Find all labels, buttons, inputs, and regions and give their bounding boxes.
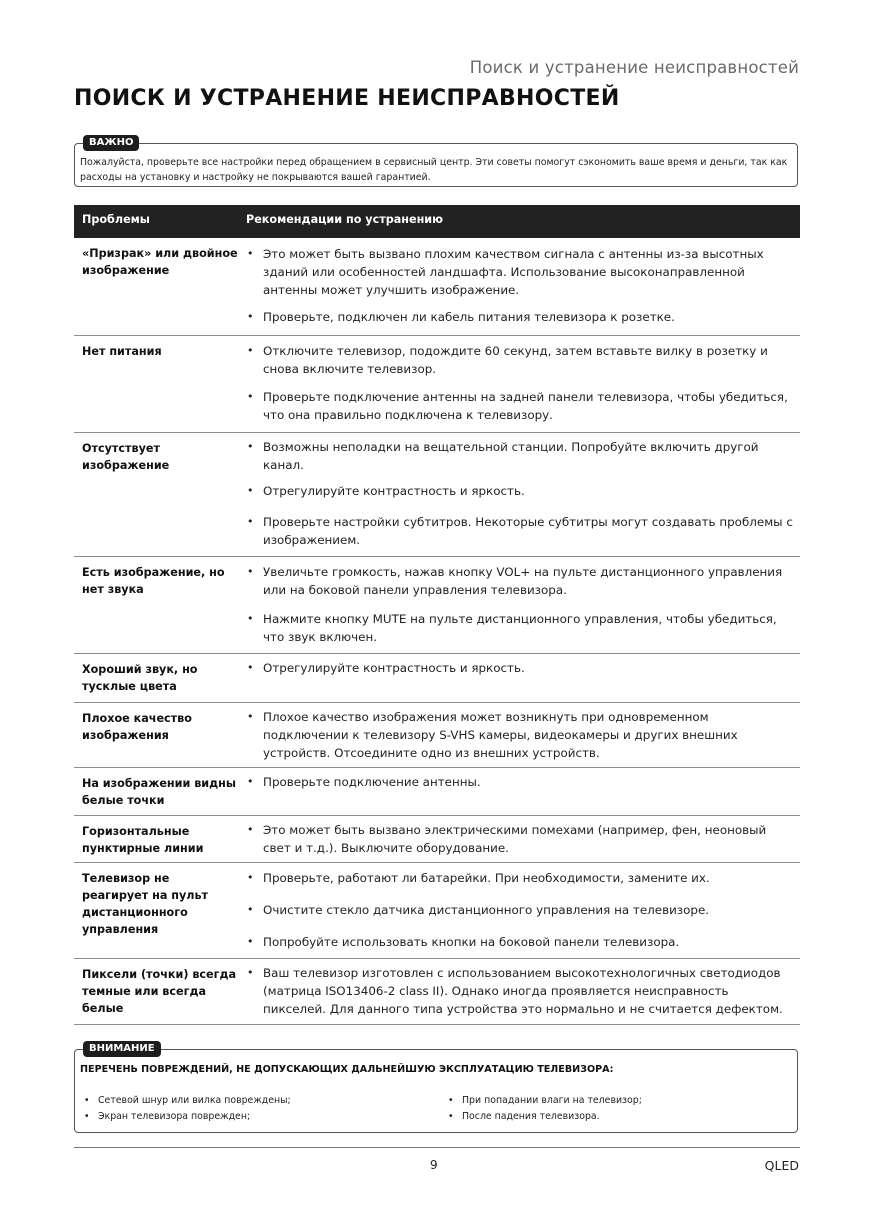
- bullet-icon: •: [247, 823, 254, 836]
- bullet-icon: •: [247, 710, 254, 723]
- bullet-icon: •: [247, 871, 254, 884]
- problem-cell: Плохое качество изображения: [82, 712, 192, 742]
- tip-text: Проверьте, работают ли батарейки. При необходимости, замените их.: [263, 871, 710, 885]
- tip-item: [247, 708, 795, 762]
- tip-item: [247, 308, 795, 326]
- table-row: [74, 703, 800, 768]
- tip-text: Это может быть вызвано электрическими помехами (например, фен, неоновый свет и т.д.). Выключите оборудование.: [263, 823, 767, 855]
- tip-item: [247, 438, 795, 474]
- page-number: 9: [430, 1158, 438, 1172]
- bullet-icon: •: [247, 247, 254, 260]
- table-row: [74, 959, 800, 1025]
- table-header: [74, 205, 800, 238]
- table-row: [74, 768, 800, 816]
- problem-cell: Отсутствует изображение: [82, 442, 170, 472]
- tip-item: [247, 901, 795, 919]
- tip-text: Очистите стекло датчика дистанционного управления на телевизоре.: [263, 903, 710, 917]
- bullet-icon: •: [247, 903, 254, 916]
- tip-text: Отрегулируйте контрастность и яркость.: [263, 661, 525, 675]
- warning-item: • При попадании влаги на телевизор;: [444, 1093, 642, 1109]
- bullet-icon: •: [247, 966, 254, 979]
- tip-item: [247, 388, 795, 424]
- bullet-icon: •: [247, 310, 254, 323]
- tip-item: [247, 245, 795, 299]
- important-text: Пожалуйста, проверьте все настройки перед обращением в сервисный центр. Эти советы помогут сэкономить ваше время и деньги, так как расходы на установку и настройку не покрываются вашей гарантией.: [80, 157, 788, 183]
- warning-item: • Экран телевизора поврежден;: [80, 1109, 291, 1125]
- bullet-icon: •: [247, 935, 254, 948]
- tip-text: Попробуйте использовать кнопки на боковой панели телевизора.: [263, 935, 680, 949]
- bullet-icon: •: [247, 565, 254, 578]
- problem-cell: На изображении видны белые точки: [82, 777, 237, 807]
- tip-text: Отключите телевизор, подождите 60 секунд, затем вставьте вилку в розетку и снова включите телевизор.: [263, 344, 768, 376]
- tip-item: [247, 773, 795, 791]
- table-row: [74, 816, 800, 863]
- bullet-icon: •: [247, 390, 254, 403]
- tip-text: Ваш телевизор изготовлен с использованием высокотехнологичных светодиодов (матрица ISO13406-2 class II). Однако иногда проявляется неисправность пикселей. Для данного типа устройства это нормально и не считается дефектом.: [263, 966, 783, 1016]
- footer-divider: [74, 1147, 800, 1148]
- tip-item: [247, 821, 795, 857]
- problem-cell: Горизонтальные пунктирные линии: [82, 825, 204, 855]
- tip-text: Отрегулируйте контрастность и яркость.: [263, 484, 525, 498]
- tip-text: Проверьте подключение антенны.: [263, 775, 481, 789]
- problem-cell: Телевизор не реагирует на пульт дистанционного управления: [82, 872, 209, 936]
- tip-item: [247, 342, 795, 378]
- tip-text: Проверьте, подключен ли кабель питания телевизора к розетке.: [263, 310, 675, 324]
- warning-list-right: [444, 1093, 642, 1124]
- tip-item: [247, 563, 795, 599]
- tip-text: Проверьте подключение антенны на задней панели телевизора, чтобы убедиться, что она правильно подключена к телевизору.: [263, 390, 788, 422]
- warning-notice: [74, 1043, 798, 1133]
- tip-item: [247, 869, 795, 887]
- table-row: [74, 557, 800, 654]
- warning-item: • Сетевой шнур или вилка повреждены;: [80, 1093, 291, 1109]
- warning-list-left: [80, 1093, 291, 1124]
- tip-item: [247, 482, 795, 500]
- important-notice: [74, 137, 798, 187]
- bullet-icon: •: [247, 344, 254, 357]
- tip-text: Нажмите кнопку MUTE на пульте дистанционного управления, чтобы убедиться, что звук включен.: [263, 612, 777, 644]
- tip-text: Возможны неполадки на вещательной станции. Попробуйте включить другой канал.: [263, 440, 759, 472]
- tip-item: [247, 610, 795, 646]
- tip-text: Увеличьте громкость, нажав кнопку VOL+ на пульте дистанционного управления или на боковой панели управления телевизора.: [263, 565, 783, 597]
- bullet-icon: •: [247, 440, 254, 453]
- tip-item: [247, 659, 795, 677]
- page-title: ПОИСК И УСТРАНЕНИЕ НЕИСПРАВНОСТЕЙ: [74, 86, 620, 111]
- table-row: [74, 238, 800, 336]
- tip-item: [247, 513, 795, 549]
- warning-tag: ВНИМАНИЕ: [83, 1041, 161, 1057]
- tip-text: Плохое качество изображения может возникнуть при одновременном подключении к телевизору S-VHS камеры, видеокамеры и других внешних устройств. Отсоедините одно из внешних устройств.: [263, 710, 738, 760]
- warning-title: ПЕРЕЧЕНЬ ПОВРЕЖДЕНИЙ, НЕ ДОПУСКАЮЩИХ ДАЛЬНЕЙШУЮ ЭКСПЛУАТАЦИЮ ТЕЛЕВИЗОРА:: [80, 1064, 614, 1075]
- problem-cell: Пиксели (точки) всегда темные или всегда белые: [82, 968, 237, 1015]
- column-header-problems: Проблемы: [82, 213, 150, 226]
- bullet-icon: •: [247, 612, 254, 625]
- running-header: Поиск и устранение неисправностей: [469, 58, 799, 77]
- bullet-icon: •: [247, 484, 254, 497]
- table-row: [74, 863, 800, 959]
- tip-item: [247, 933, 795, 951]
- warning-item: • После падения телевизора.: [444, 1109, 642, 1125]
- problem-cell: «Призрак» или двойное изображение: [82, 247, 238, 277]
- tip-text: Это может быть вызвано плохим качеством сигнала с антенны из-за высотных зданий или особенностей ландшафта. Использование высоконаправленной антенны может улучшить изображение.: [263, 247, 764, 297]
- problem-cell: Нет питания: [82, 345, 162, 358]
- tip-text: Проверьте настройки субтитров. Некоторые субтитры могут создавать проблемы с изображением.: [263, 515, 793, 547]
- table-row: [74, 433, 800, 557]
- column-header-solutions: Рекомендации по устранению: [246, 213, 444, 226]
- tip-item: [247, 964, 795, 1018]
- problem-cell: Есть изображение, но нет звука: [82, 566, 225, 596]
- problem-cell: Хороший звук, но тусклые цвета: [82, 663, 198, 693]
- bullet-icon: •: [247, 661, 254, 674]
- table-row: [74, 654, 800, 703]
- bullet-icon: •: [247, 775, 254, 788]
- bullet-icon: •: [247, 515, 254, 528]
- brand-label: QLED: [764, 1158, 799, 1173]
- important-tag: ВАЖНО: [83, 135, 139, 151]
- table-row: [74, 336, 800, 433]
